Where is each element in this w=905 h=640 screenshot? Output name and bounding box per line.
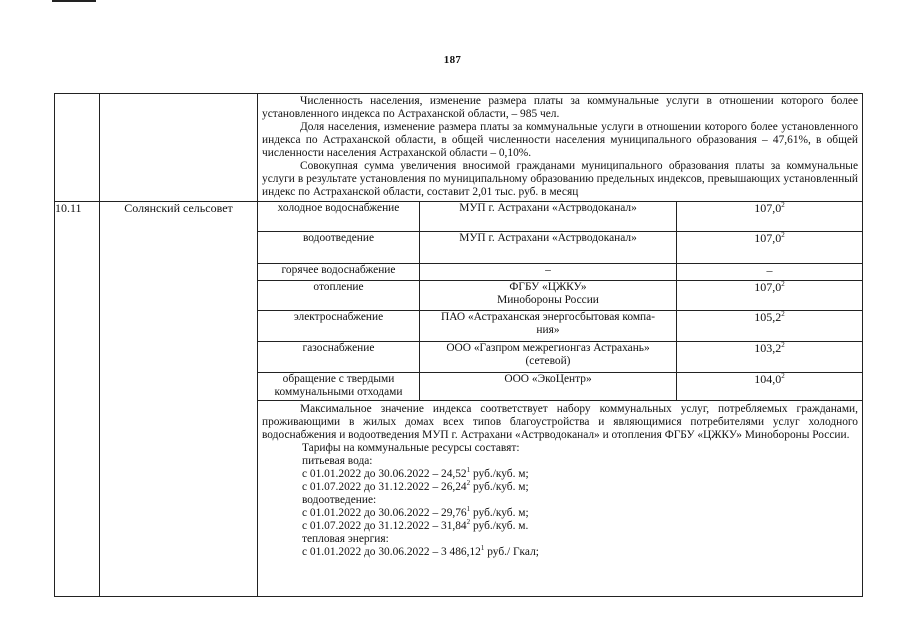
max-index-paragraph: Максимальное значение индекса соответствует набору коммунальных услуг, потребляемых гражданами, проживающими в жилых домах всех типов благоустройства и являющимися потребителями услуг холодного водоснабжения и водоотведения МУП г. Астрахани «Астрводоканал» и отопления ФГБУ «ЦЖКУ» Минобороны России. — [262, 403, 859, 441]
tariff-line: с 01.01.2022 до 30.06.2022 – 24,52$^1$ руб./куб. м; — [302, 466, 529, 480]
service-row — [55, 202, 863, 232]
tariff-line: с 01.01.2022 до 30.06.2022 – 29,76$^1$ руб./куб. м; — [302, 505, 529, 519]
page-number: 187 — [443, 54, 462, 66]
service-name: электроснабжение — [258, 311, 420, 342]
total-increase-paragraph: Совокупная сумма увеличения вносимой гражданами муниципального образования платы за коммунальные услуги в результате установления по муниципальному образованию предельных индексов, превышающих установленный индекс по Астраханской области, составит 2,01 тыс. руб. в месяц — [262, 160, 859, 198]
entry-number: 10.11 — [55, 202, 100, 597]
service-name: газоснабжение — [258, 342, 420, 373]
service-name: водоотведение — [258, 232, 420, 264]
provider-name: ПАО «Астраханская энергосбытовая компа- ния» — [420, 311, 677, 342]
provider-name: МУП г. Астрахани «Астрводоканал» — [420, 232, 677, 264]
provider-name: МУП г. Астрахани «Астрводоканал» — [420, 202, 677, 232]
conclusion-cell — [258, 401, 863, 597]
tariff-line: с 01.07.2022 до 31.12.2022 – 26,24$^2$ руб./куб. м; — [302, 479, 529, 493]
index-value: 104,0$^2$ — [677, 373, 863, 401]
blank-settlement-cell — [100, 94, 258, 202]
tariffs-title: Тарифы на коммунальные ресурсы составят: — [302, 442, 520, 454]
index-value: 107,0$^2$ — [677, 232, 863, 264]
settlement-name: Солянский сельсовет — [100, 202, 258, 597]
tariffs-list — [258, 442, 862, 559]
provider-name: ООО «Газпром межрегионгаз Астрахань» (сетевой) — [420, 342, 677, 373]
heat-heading: тепловая энергия: — [302, 533, 389, 545]
population-paragraph: Численность населения, изменение размера платы за коммунальные услуги в отношении которого более установленного индекса по Астраханской области, – 985 чел. — [262, 95, 859, 120]
tariff-line: с 01.07.2022 до 31.12.2022 – 31,84$^2$ руб./куб. м. — [302, 518, 529, 532]
drinking-water-heading: питьевая вода: — [302, 455, 373, 467]
service-name: холодное водоснабжение — [258, 202, 420, 232]
index-value: 103,2$^2$ — [677, 342, 863, 373]
intro-row — [55, 94, 863, 202]
service-name: горячее водоснабжение — [258, 264, 420, 281]
index-value: 107,0$^2$ — [677, 202, 863, 232]
tariff-index-table — [54, 93, 863, 597]
provider-name: ФГБУ «ЦЖКУ» Минобороны России — [420, 281, 677, 311]
index-value: 107,0$^2$ — [677, 281, 863, 311]
provider-name: ООО «ЭкоЦентр» — [420, 373, 677, 401]
sewage-heading: водоотведение: — [302, 494, 377, 506]
tariff-line: с 01.01.2022 до 30.06.2022 – 3 486,12$^1$ руб./ Гкал; — [302, 544, 539, 558]
service-name: отопление — [258, 281, 420, 311]
top-edge-mark — [52, 0, 96, 2]
intro-cell — [258, 94, 863, 202]
index-value: – — [677, 264, 863, 281]
provider-name: – — [420, 264, 677, 281]
service-name: обращение с твердыми коммунальными отходами — [258, 373, 420, 401]
index-value: 105,2$^2$ — [677, 311, 863, 342]
blank-number-cell — [55, 94, 100, 202]
share-paragraph: Доля населения, изменение размера платы за коммунальные услуги в отношении которого более установленного индекса по Астраханской области, в общей численности населения муниципального образования – 47,61%, в общей численности населения Астраханской области – 0,10%. — [262, 121, 859, 159]
